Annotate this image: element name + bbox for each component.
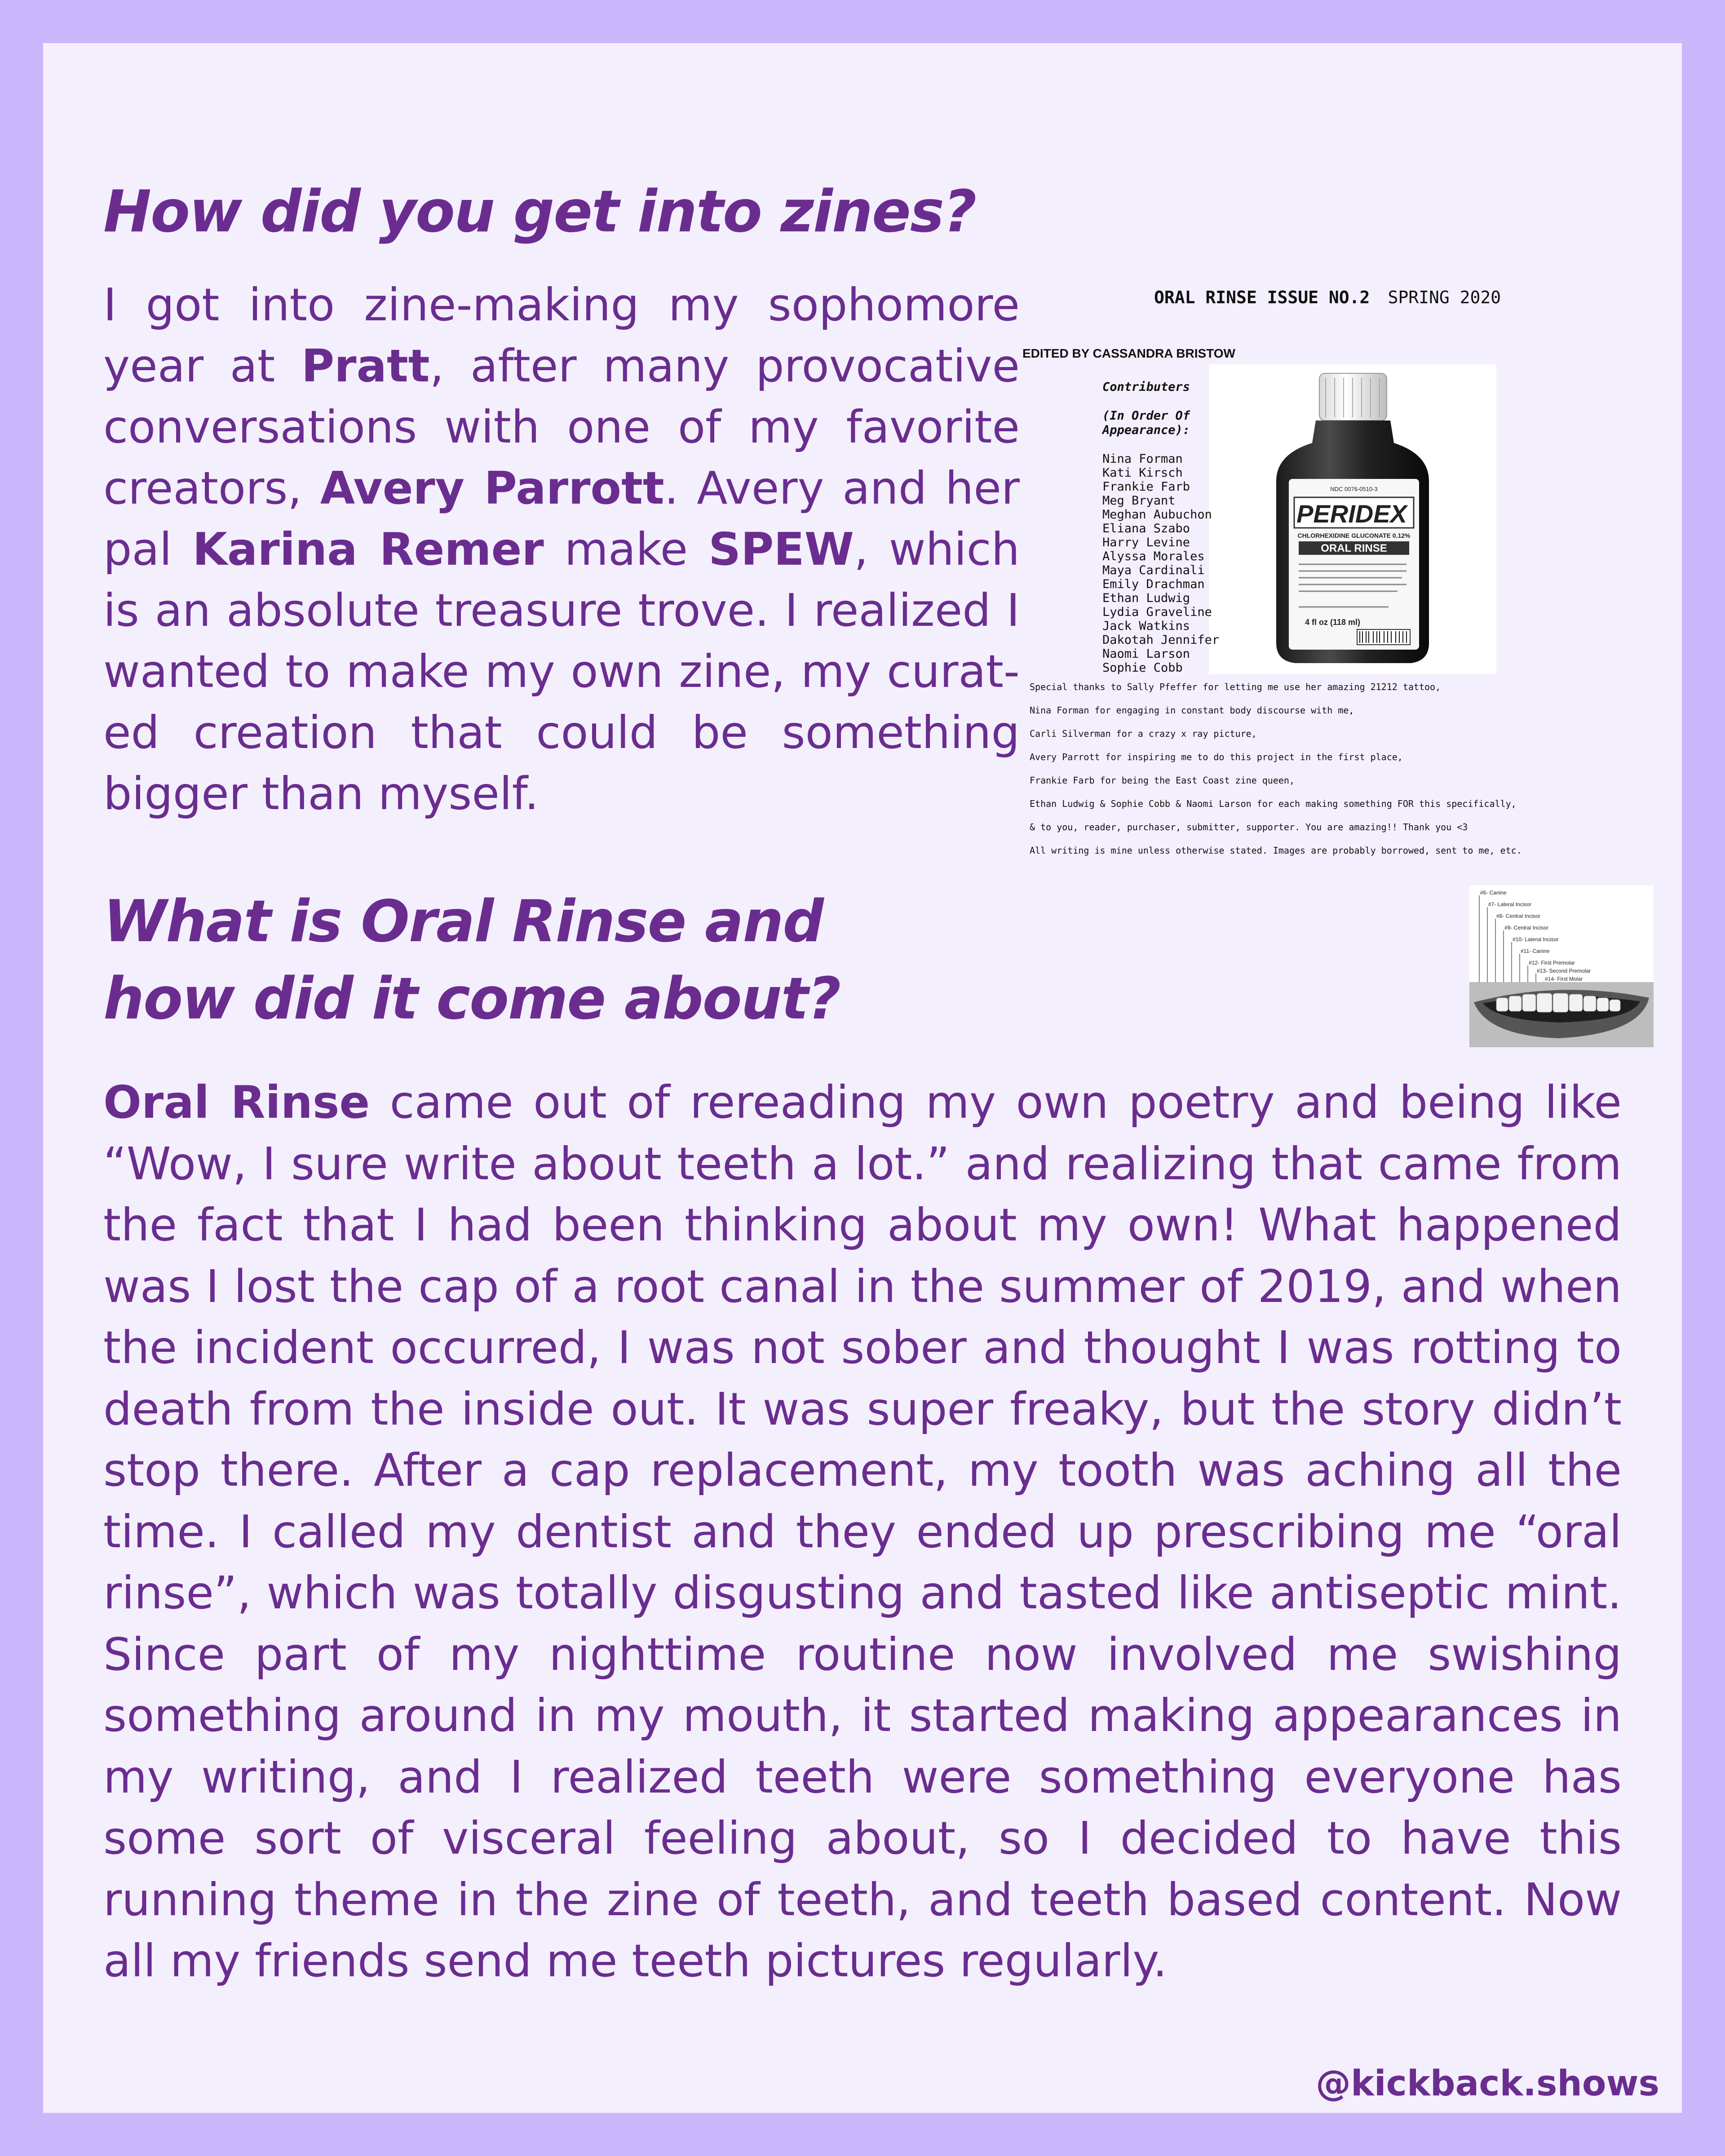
heading-line-2: how did it come about? <box>103 965 840 1032</box>
bold-oral-rinse: Oral Rinse <box>103 1076 370 1129</box>
contributor-name: Naomi Larson <box>1102 647 1190 661</box>
bold-avery-parrott: Avery Parrott <box>320 462 664 514</box>
heading-what-is-oral-rinse <box>103 883 957 1038</box>
contributor-name: Ethan Ludwig <box>1102 591 1190 605</box>
tooth-label: #7- Lateral Incisor <box>1488 901 1532 908</box>
answer-1-text: , which is an absolute treasure trove. I realized I wanted to make my own zine, my curated creation that could be something bigger than myself. <box>103 523 1020 820</box>
zine-season: SPRING 2020 <box>1388 288 1501 307</box>
thanks-line: Carli Silverman for a crazy x ray picture, <box>1030 728 1257 739</box>
tooth-label: #9- Central Incisor <box>1504 925 1549 931</box>
contributors-heading <box>1102 380 1190 438</box>
bottle-generic-text: CHLORHEXIDINE GLUCONATE 0.12% <box>1297 532 1411 539</box>
special-thanks-list <box>1030 681 1587 868</box>
contributor-name: Dakotah Jennifer <box>1102 633 1220 647</box>
contributor-name: Alyssa Morales <box>1102 549 1205 563</box>
bold-spew: SPEW <box>708 523 854 576</box>
tooth-label: #14- First Molar <box>1545 976 1583 982</box>
answer-1-text: , after many provocative conversations with one of my favorite creators, <box>103 340 1020 514</box>
contributors-heading-line: Contributers <box>1102 380 1190 394</box>
thanks-line: & to you, reader, purchaser, submitter, supporter. You are amazing!! Thank you <3 <box>1030 822 1468 832</box>
contributor-name: Lydia Graveline <box>1102 605 1212 619</box>
thanks-line: Frankie Farb for being the East Coast zine queen, <box>1030 775 1295 786</box>
answer-2-text: came out of rereading my own poetry and being like “Wow, I sure write about teeth a lot.” and realizing that came from the fact that I had been thinking about my own! What happened was I lost the cap of a root canal in the summer of 2019, and when the incident occurred, I was not sober and thought I was rotting to death from the inside out. It was super freaky, but the story didn’t stop there. After a cap replacement, my tooth was aching all the time. I called my dentist and they ended up prescribing me “oral rinse”, which was totally disgusting and tasted like antiseptic mint. Since part of my nighttime routine now involved me swishing something around in my mouth, it started making appearances in my writing, and I realized teeth were something everyone has some sort of visceral feeling about, so I decided to have this running theme in the zine of teeth, and teeth based content. Now all my friends send me teeth pictures regularly. <box>103 1076 1622 1987</box>
tooth-label: #8- Central Incisor <box>1496 913 1541 919</box>
contributor-name: Eliana Szabo <box>1102 522 1190 536</box>
peridex-bottle-photo <box>1209 364 1496 674</box>
thanks-line: Ethan Ludwig & Sophie Cobb & Naomi Larson for each making something FOR this specifically, <box>1030 798 1517 809</box>
tooth-label: #6- Canine <box>1480 890 1507 896</box>
contributors-heading-line: Appearance): <box>1102 423 1190 437</box>
tooth-label: #12- First Premolar <box>1529 960 1575 966</box>
contributor-name: Frankie Farb <box>1102 480 1190 494</box>
contributor-name: Meghan Aubuchon <box>1102 508 1212 522</box>
page-panel <box>43 43 1682 2113</box>
bottle-volume-text: 4 fl oz (118 ml) <box>1305 618 1361 627</box>
teeth-smile-icon <box>1469 885 1654 1047</box>
zine-editor-credit: EDITED BY CASSANDRA BRISTOW <box>1022 346 1235 360</box>
contributor-name: Sophie Cobb <box>1102 661 1183 675</box>
bottle-brand-text: PERIDEX <box>1296 500 1407 528</box>
heading-how-did-you-get-into-zines: How did you get into zines? <box>103 178 976 245</box>
zine-issue-title: ORAL RINSE ISSUE NO.2 <box>1154 288 1370 307</box>
tooth-label: #10- Lateral Incisor <box>1513 936 1559 943</box>
contributor-name: Harry Levine <box>1102 536 1190 549</box>
contributor-name: Meg Bryant <box>1102 494 1176 508</box>
bold-pratt: Pratt <box>301 340 430 392</box>
thanks-line: Nina Forman for engaging in constant body discourse with me, <box>1030 705 1354 716</box>
contributors-heading-line: (In Order Of <box>1102 409 1190 423</box>
contributor-name: Jack Watkins <box>1102 619 1190 633</box>
thanks-line: All writing is mine unless otherwise stated. Images are probably borrowed, sent to me, etc. <box>1030 845 1522 856</box>
oral-rinse-bottle-icon <box>1209 364 1496 674</box>
heading-line-1: What is Oral Rinse and <box>103 888 823 955</box>
answer-1-text: . Avery and her pal <box>103 462 1020 576</box>
answer-1-text: I got into zine-making my sophomore year at <box>103 279 1020 392</box>
social-handle: @kickback.shows <box>1316 2063 1659 2104</box>
answer-1-text: make <box>544 523 709 576</box>
answer-paragraph-2 <box>103 1072 1622 1992</box>
teeth-diagram-photo <box>1469 885 1654 1047</box>
tooth-label: #11- Canine <box>1521 948 1550 954</box>
answer-paragraph-1 <box>103 274 1020 824</box>
thanks-line: Avery Parrott for inspiring me to do this project in the first place, <box>1030 752 1403 762</box>
zine-page-image <box>1022 232 1669 1058</box>
contributor-name: Kati Kirsch <box>1102 466 1183 480</box>
contributor-name: Maya Cardinali <box>1102 563 1205 577</box>
contributors-list <box>1102 452 1219 675</box>
bottle-product-text: ORAL RINSE <box>1321 542 1387 554</box>
contributor-name: Emily Drachman <box>1102 577 1205 591</box>
tooth-label: #13- Second Premolar <box>1537 968 1591 974</box>
contributor-name: Nina Forman <box>1102 452 1183 466</box>
thanks-line: Special thanks to Sally Pfeffer for letting me use her amazing 21212 tattoo, <box>1030 682 1441 692</box>
zine-title <box>1154 288 1501 307</box>
bold-karina-remer: Karina Remer <box>192 523 544 576</box>
svg-text:NDC 0076-0510-3: NDC 0076-0510-3 <box>1330 486 1378 492</box>
